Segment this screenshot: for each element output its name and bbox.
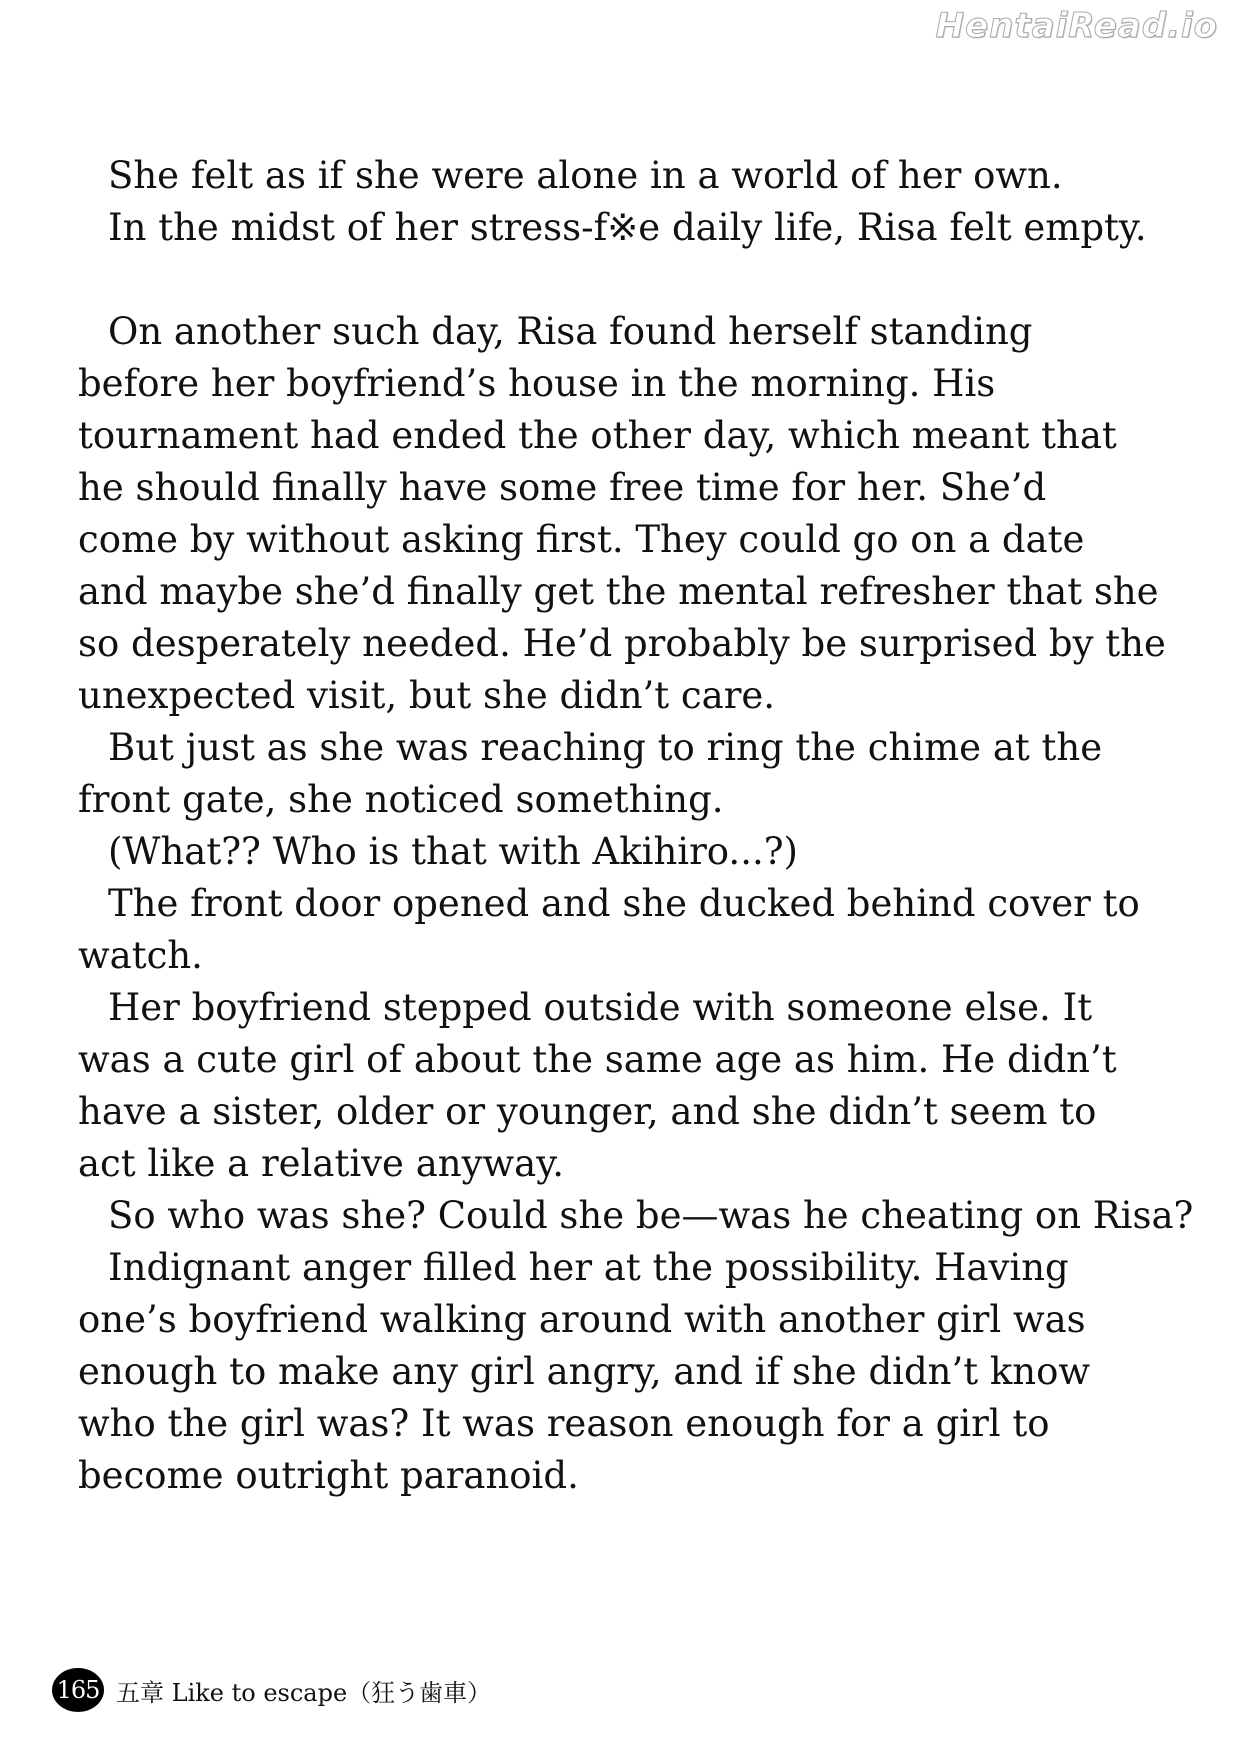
text-line: But just as she was reaching to ring the chime at the	[108, 726, 1103, 769]
text-line: Indignant anger filled her at the possibility. Having	[108, 1246, 1069, 1289]
text-line: front gate, she noticed something.	[78, 778, 724, 821]
text-line: tournament had ended the other day, which meant that	[78, 414, 1117, 457]
page-number-badge: 165	[52, 1668, 104, 1712]
text-line: act like a relative anyway.	[78, 1142, 564, 1185]
text-line: have a sister, older or younger, and she didn’t seem to	[78, 1090, 1097, 1133]
text-line: he should finally have some free time for her. She’d	[78, 466, 1047, 509]
text-line: So who was she? Could she be—was he cheating on Risa?	[108, 1194, 1194, 1237]
text-line: become outright paranoid.	[78, 1454, 579, 1497]
text-line: so desperately needed. He’d probably be surprised by the	[78, 622, 1166, 665]
text-line: On another such day, Risa found herself standing	[108, 310, 1033, 353]
text-line: before her boyfriend’s house in the morning. His	[78, 362, 996, 405]
paragraph-gap	[78, 254, 1188, 306]
text-line: She felt as if she were alone in a world of her own.	[108, 154, 1063, 197]
text-line: unexpected visit, but she didn’t care.	[78, 674, 776, 717]
text-line: In the midst of her stress-f※e daily life, Risa felt empty.	[108, 206, 1147, 249]
body-text	[78, 150, 1194, 1502]
text-line: watch.	[78, 934, 203, 977]
site-watermark: HentaiRead.io	[935, 6, 1218, 46]
text-line: (What?? Who is that with Akihiro...?)	[108, 830, 798, 873]
text-line: and maybe she’d finally get the mental refresher that she	[78, 570, 1159, 613]
page-footer	[52, 1668, 491, 1712]
text-line: Her boyfriend stepped outside with someone else. It	[108, 986, 1093, 1029]
text-line: was a cute girl of about the same age as him. He didn’t	[78, 1038, 1117, 1081]
chapter-title: 五章 Like to escape（狂う歯車）	[116, 1678, 492, 1707]
text-line: come by without asking first. They could go on a date	[78, 518, 1085, 561]
text-line: one’s boyfriend walking around with another girl was	[78, 1298, 1086, 1341]
text-line: The front door opened and she ducked behind cover to	[108, 882, 1140, 925]
text-line: who the girl was? It was reason enough for a girl to	[78, 1402, 1050, 1445]
text-line: enough to make any girl angry, and if she didn’t know	[78, 1350, 1091, 1393]
